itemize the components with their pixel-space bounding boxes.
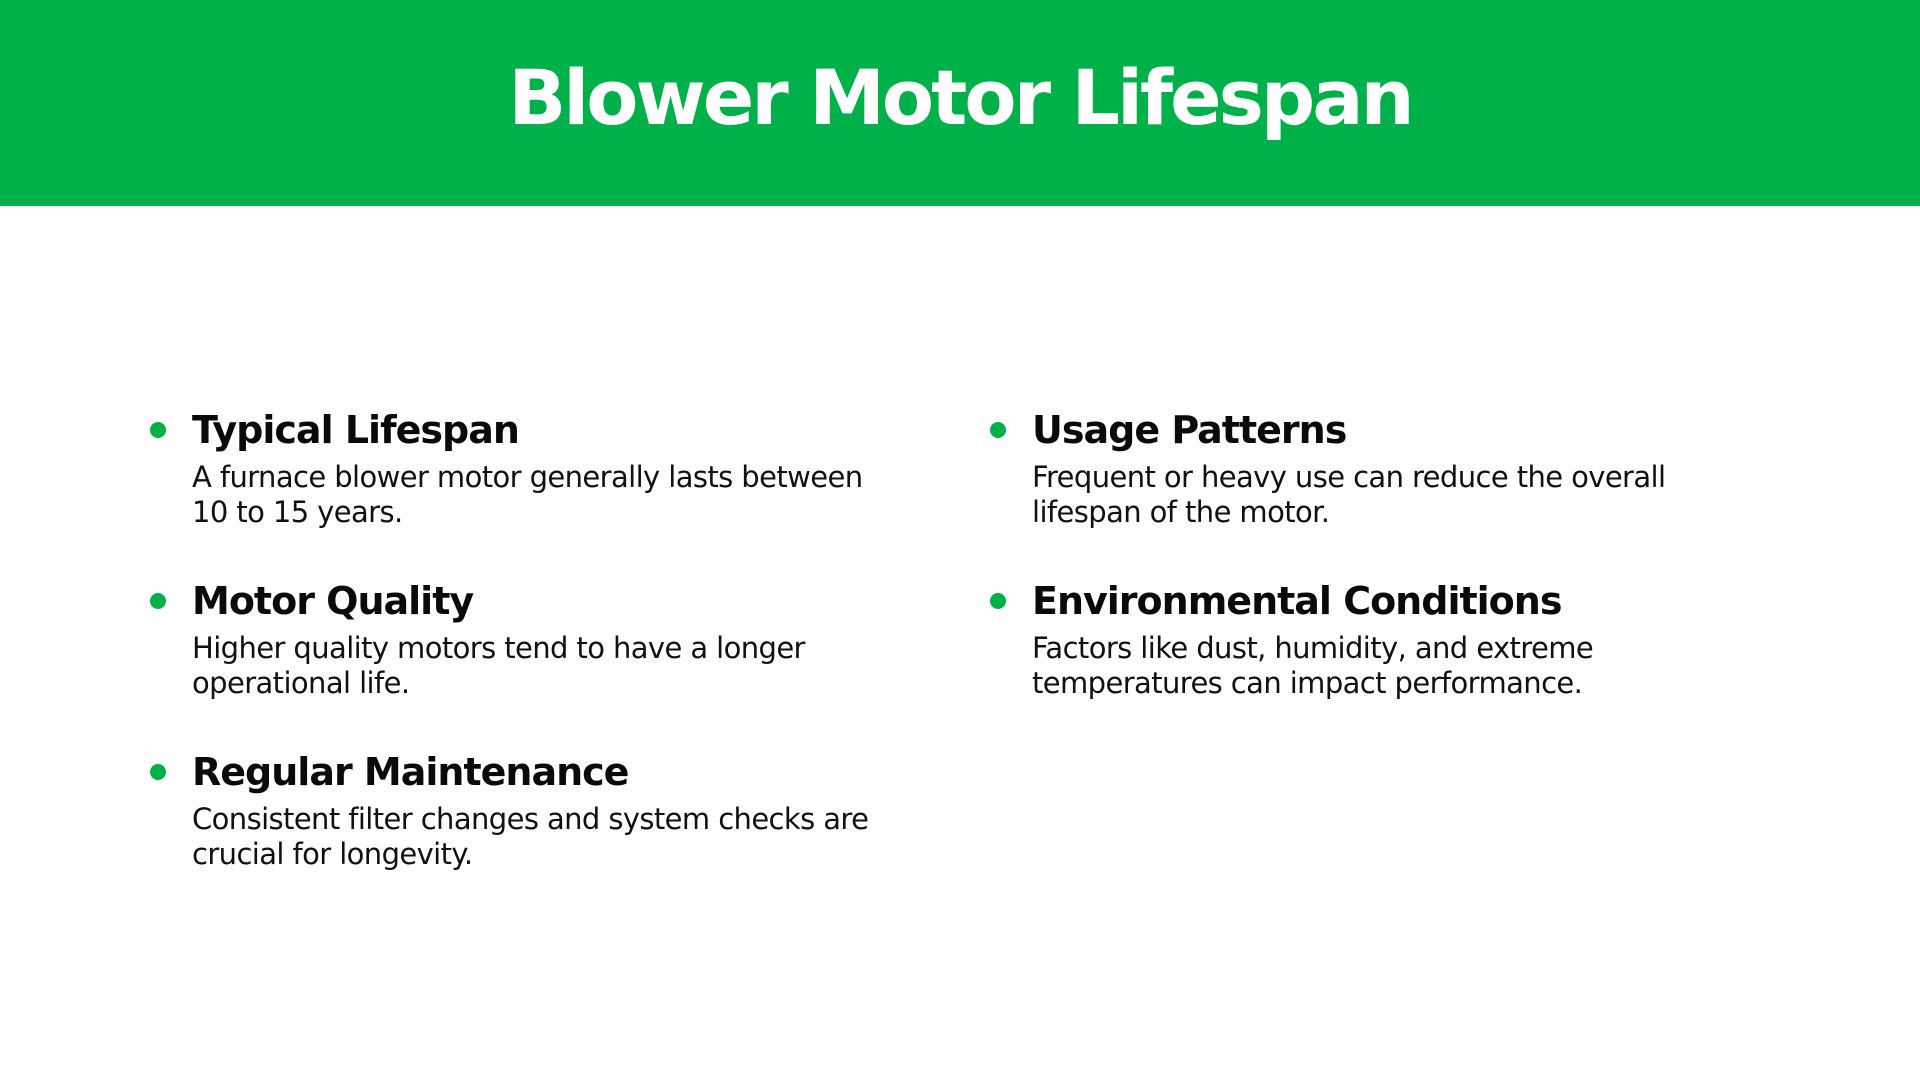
item-heading: Motor Quality: [192, 579, 474, 623]
item-description-line: operational life.: [192, 666, 410, 700]
list-item-regular-maintenance: [148, 742, 908, 913]
list-item-typical-lifespan: [148, 400, 908, 571]
bullet-dot-icon: [150, 764, 166, 780]
item-description-line: crucial for longevity.: [192, 837, 473, 871]
item-description-line: A furnace blower motor generally lasts between: [192, 460, 863, 494]
item-description: [192, 631, 932, 701]
item-description-line: lifespan of the motor.: [1032, 495, 1330, 529]
bullet-dot-icon: [990, 422, 1006, 438]
bullet-dot-icon: [150, 422, 166, 438]
item-heading: Environmental Conditions: [1032, 579, 1562, 623]
list-item-motor-quality: [148, 571, 908, 742]
item-description: [192, 460, 932, 530]
item-heading: Usage Patterns: [1032, 408, 1347, 452]
list-item-environmental-conditions: [988, 571, 1748, 742]
item-description-line: 10 to 15 years.: [192, 495, 403, 529]
item-heading: Regular Maintenance: [192, 750, 629, 794]
item-description: [1032, 631, 1772, 701]
item-description-line: Consistent filter changes and system checks are: [192, 802, 869, 836]
title-banner: [0, 0, 1920, 206]
left-column: [148, 400, 908, 913]
item-description-line: Factors like dust, humidity, and extreme: [1032, 631, 1594, 665]
bullet-dot-icon: [150, 593, 166, 609]
item-description-line: Frequent or heavy use can reduce the overall: [1032, 460, 1666, 494]
bullet-dot-icon: [990, 593, 1006, 609]
item-description-line: Higher quality motors tend to have a longer: [192, 631, 805, 665]
item-heading: Typical Lifespan: [192, 408, 519, 452]
right-column: [988, 400, 1748, 742]
item-description: [192, 802, 932, 872]
item-description-line: temperatures can impact performance.: [1032, 666, 1583, 700]
content-columns: [0, 400, 1920, 920]
item-description: [1032, 460, 1772, 530]
list-item-usage-patterns: [988, 400, 1748, 571]
slide-title: Blower Motor Lifespan: [508, 53, 1412, 142]
